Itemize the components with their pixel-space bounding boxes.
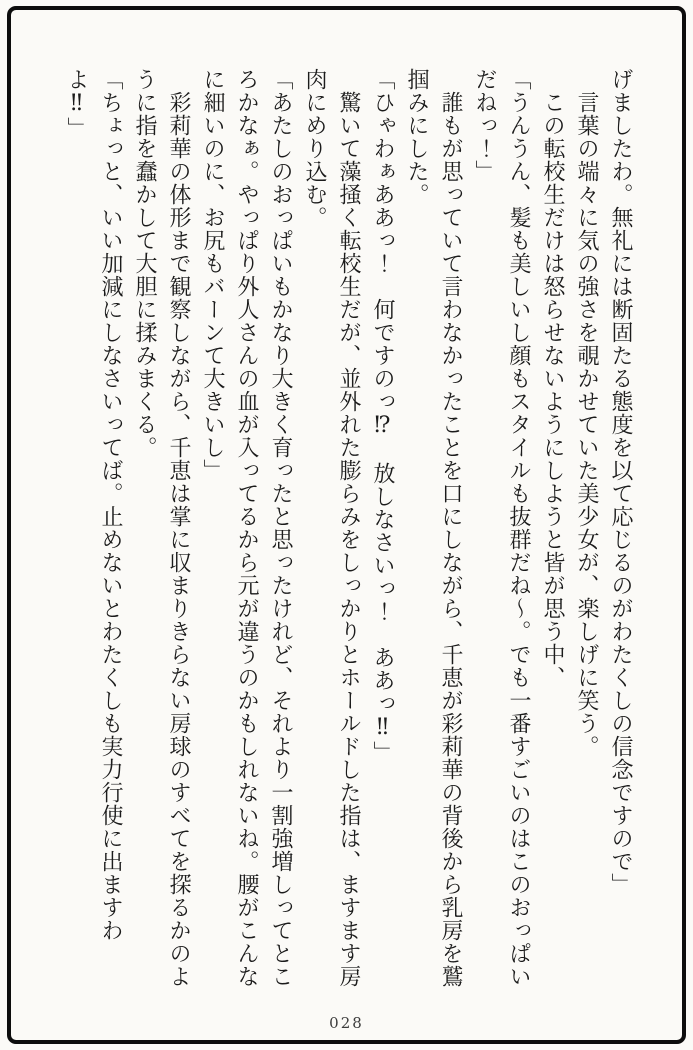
text-column: 「あたしのおっぱいもかなり大きく育ったと思ったけれど、それより一割強増しってとこ <box>268 68 293 988</box>
text-column: 「ひゃわぁああっ！ 何ですのっ⁉ 放しなさいっ！ ああっ‼」 <box>370 68 395 764</box>
text-column: 言葉の端々に気の強さを覗かせていた美少女が、楽しげに笑う。 <box>574 91 599 758</box>
text-column: げましたわ。無礼には断固たる態度を以て応じるのがわたくしの信念ですので」 <box>608 68 633 896</box>
text-column: 「ちょっと、いい加減にしなさいってば。止めないとわたくしも実力行使に出ますわ <box>98 68 123 942</box>
text-column: うに指を蠢かして大胆に揉みまくる。 <box>132 68 157 459</box>
page-number: 028 <box>329 1014 364 1032</box>
text-column: だねっ！」 <box>472 68 497 183</box>
text-column: この転校生だけは怒らせないようにしようと皆が思う中、 <box>540 91 565 689</box>
text-column: 「うんうん、髪も美しいし顔もスタイルも抜群だね～。でも一番すごいのはこのおっぱい <box>506 68 531 988</box>
text-column: 肉にめり込む。 <box>302 68 327 229</box>
text-column: に細いのに、お尻もバーンて大きいし」 <box>200 68 225 482</box>
text-column: ろかなぁ。やっぱり外人さんの血が入ってるから元が違うのかもしれないね。腰がこんな <box>234 68 259 988</box>
text-column: よ‼」 <box>64 68 89 140</box>
vertical-text-block <box>59 68 637 993</box>
text-column: 驚いて藻掻く転校生だが、並外れた膨らみをしっかりとホールドした指は、ますます房 <box>336 91 361 988</box>
text-column: 掴みにした。 <box>404 68 429 206</box>
text-column: 彩莉華の体形まで観察しながら、千恵は掌に収まりきらない房球のすべてを探るかのよ <box>166 91 191 988</box>
text-column: 誰もが思っていて言わなかったことを口にしながら、千恵が彩莉華の背後から乳房を鷲 <box>438 91 463 988</box>
